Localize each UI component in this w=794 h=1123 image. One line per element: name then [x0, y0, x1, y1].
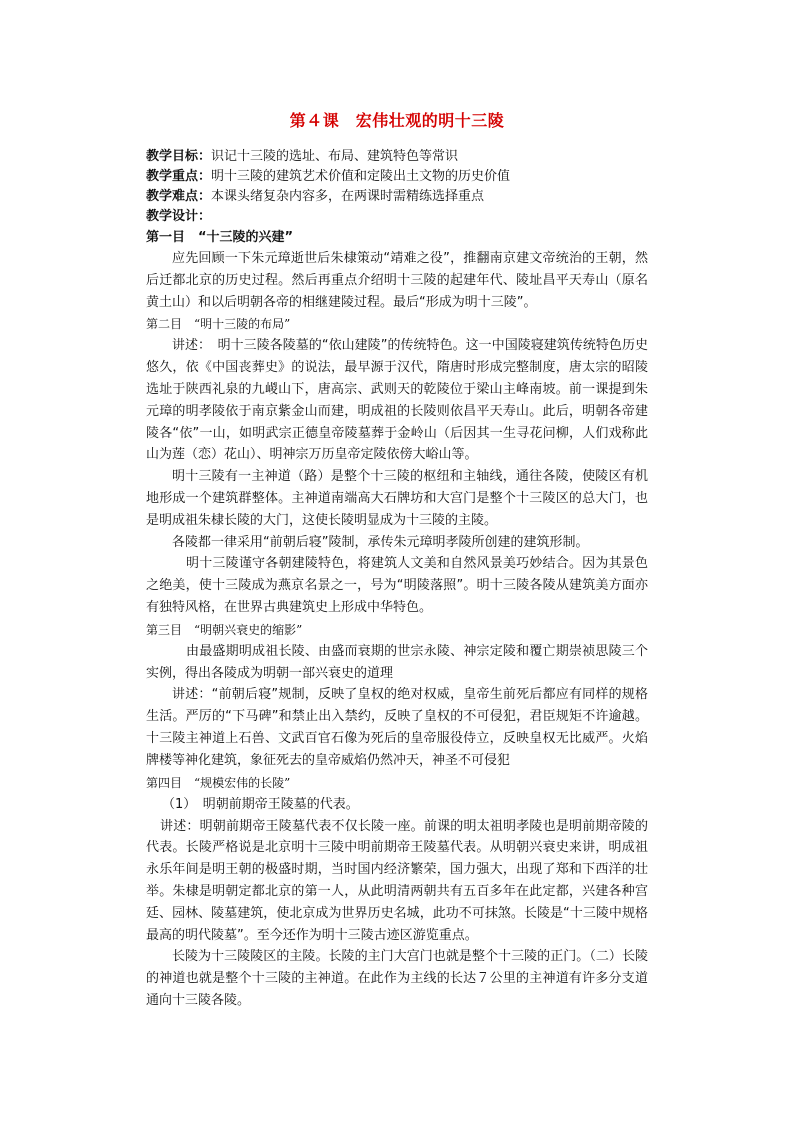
section-1-paragraph: 应先回顾一下朱元璋逝世后朱棣策动“靖难之役”，推翻南京建文帝统治的王朝，然后迁都北京的历史过程。然后再重点介绍明十三陵的起建年代、陵址昌平天寿山（原名黄土山）和以后明朝各帝的相继建陵过程。最后“形成为明十三陵”。: [146, 251, 648, 310]
section-2-title: 第二目 “明十三陵的布局”: [146, 317, 291, 332]
section-3-paragraph-1: 由最盛期明成祖长陵、由盛而衰期的世宗永陵、神宗定陵和覆亡期崇祯思陵三个实例，得出各陵成为明朝一部兴衰史的道理: [146, 643, 648, 681]
section-1-title: 第一目 “十三陵的兴建”: [146, 230, 294, 245]
section-2-paragraph-3: 各陵都一律采用“前朝后寝”陵制，承传朱元璋明孝陵所创建的建筑形制。: [172, 534, 589, 550]
section-4-paragraph-1: 讲述：明朝前期帝王陵墓代表不仅长陵一座。前课的明太祖明孝陵也是明前期帝陵的代表。长陵严格说是北京明十三陵中明前期帝王陵墓代表。从明朝兴衰史来讲，明成祖永乐年间是明王朝的极盛时期，当时国内经济繁荣，国力强大，出现了郑和下西洋的壮举。朱棣是明朝定都北京的第一人，从此明清两朝共有五百多年在此定都，兴建各种宫廷、园林、陵墓建筑，使北京成为世界历史名城，此功不可抹煞。长陵是“十三陵中规格最高的明代陵墓”。至今还作为明十三陵古迹区游览重点。: [146, 818, 648, 943]
meta-goal: 教学目标：识记十三陵的选址、布局、建筑特色等常识: [146, 149, 459, 164]
document-page: [146, 108, 648, 1012]
section-2-paragraph-1: 讲述： 明十三陵各陵墓的“依山建陵”的传统特色。这一中国陵寝建筑传统特色历史悠久，依《中国丧葬史》的说法，最早源于汉代，隋唐时形成完整制度，唐太宗的昭陵选址于陕西礼泉的九嵕山下，唐高宗、武则天的乾陵位于梁山主峰南坡。前一课提到朱元璋的明孝陵依于南京紫金山而建，明成祖的长陵则依昌平天寿山。此后，明朝各帝建陵各“依”一山，如明武宗正德皇帝陵墓葬于金岭山（后因其一生寻花问柳，人们戏称此山为莲（恋）花山）、明神宗万历皇帝定陵依傍大峪山等。: [146, 338, 648, 463]
meta-key-point: 教学重点：明十三陵的建筑艺术价值和定陵出土文物的历史价值: [146, 169, 511, 184]
section-3-title: 第三目 “明朝兴衰史的缩影”: [146, 622, 303, 637]
meta-design: 教学设计：: [146, 209, 212, 224]
section-4-title: 第四目 “规模宏伟的长陵”: [146, 775, 291, 790]
section-2-paragraph-4: 明十三陵谨守各朝建陵特色，将建筑人文美和自然风景美巧妙结合。因为其景色之绝美，使十三陵成为燕京名景之一，号为“明陵落照”。明十三陵各陵从建筑美方面亦有独特风格，在世界古典建筑史上形成中华特色。: [146, 556, 648, 615]
section-4-list-item: （1） 明朝前期帝王陵墓的代表。: [162, 796, 359, 812]
section-4-paragraph-2: 长陵为十三陵陵区的主陵。长陵的主门大宫门也就是整个十三陵的正门。（二）长陵的神道也就是整个十三陵的主神道。在此作为主线的长达７公里的主神道有许多分支道通向十三陵各陵。: [146, 949, 648, 1008]
meta-difficulty: 教学难点：本课头绪复杂内容多，在两课时需精练选择重点: [146, 189, 485, 204]
lesson-title: 第４课 宏伟壮观的明十三陵: [289, 111, 505, 130]
teaching-meta: [146, 147, 648, 227]
section-2-paragraph-2: 明十三陵有一主神道（路）是整个十三陵的枢纽和主轴线，通往各陵，使陵区有机地形成一个建筑群整体。主神道南端高大石牌坊和大宫门是整个十三陵区的总大门，也是明成祖朱棣长陵的大门，这使长陵明显成为十三陵的主陵。: [146, 469, 648, 528]
section-3-paragraph-2: 讲述：“前朝后寝”规制，反映了皇权的绝对权威，皇帝生前死后都应有同样的规格生活。严厉的“下马碑”和禁止出入禁约，反映了皇权的不可侵犯，君臣规矩不许逾越。十三陵主神道上石兽、文武百官石像为死后的皇帝服役侍立，反映皇权无比威严。火焰牌楼等神化建筑，象征死去的皇帝威焰仍然冲天，神圣不可侵犯: [146, 687, 648, 768]
